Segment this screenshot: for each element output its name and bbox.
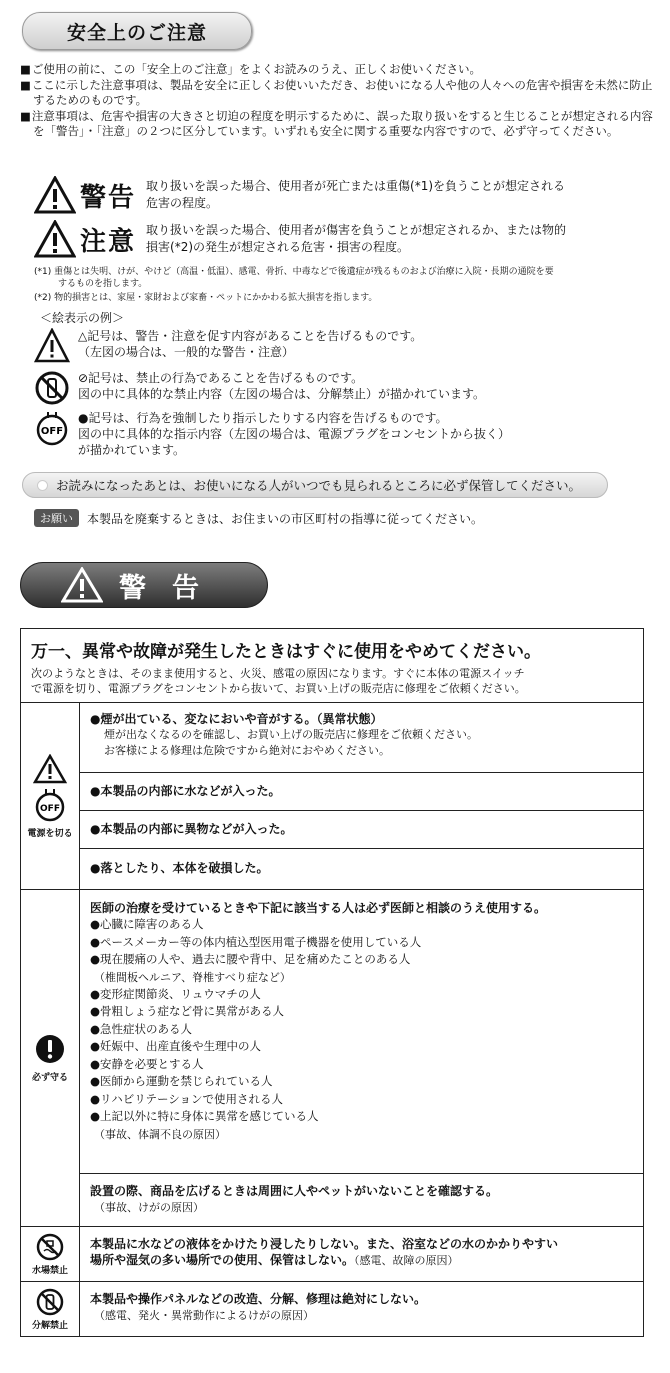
example-mandatory-line2: 図の中に具体的な指示内容（左図の場合は、電源プラグをコンセントから抜く） — [78, 427, 511, 441]
intro-item: ■ 注意事項は、危害や損害の大きさと切迫の程度を明示するために、誤った取り扱いをすると生じることが想定される内容を「警告」・「注意」の２つに区分しています。いずれも安全に関する重要な内容ですので、必ず守ってください。 — [20, 109, 660, 140]
list-item: ● ペースメーカー等の体内植込型医用電子機器を使用している人 — [90, 934, 633, 952]
request-text: 本製品を廃棄するときは、お住まいの市区町村の指導に従ってください。 — [87, 511, 484, 526]
setup-check-heading: 設置の際、商品を広げるときは周囲に人やペットがいないことを確認する。 — [90, 1184, 499, 1198]
svg-text:OFF: OFF — [40, 803, 60, 814]
abnormal-state-heading: ●煙が出ている、変なにおいや音がする。（異常状態） — [90, 712, 383, 726]
no-water-heading: 場所や湿気の多い場所での使用、保管はしない。 — [90, 1253, 355, 1267]
no-water-group — [21, 1227, 643, 1282]
no-disassembly-icon — [34, 370, 70, 406]
unplug-off-icon — [34, 410, 70, 446]
warning-triangle-icon — [33, 754, 67, 784]
caution-word: 注意 — [80, 226, 137, 257]
list-item: ● 心臓に障害のある人 — [90, 916, 633, 934]
warning-section-header — [20, 562, 268, 608]
list-item: ● 安静を必要とする人 — [90, 1056, 633, 1074]
warning-word: 警告 — [80, 182, 137, 213]
doctor-consult-heading: 医師の治療を受けているときや下記に該当する人は必ず医師と相談のうえ使用する。 — [90, 901, 547, 915]
no-disassembly-icon — [36, 1288, 64, 1316]
request-note — [34, 509, 483, 527]
warning-table — [20, 628, 644, 1337]
unplug-off-icon — [34, 788, 66, 822]
example-mandatory — [34, 410, 510, 458]
list-item: ● 医師から運動を禁じられている人 — [90, 1073, 633, 1091]
no-water-cell — [80, 1227, 643, 1281]
caution-triangle-icon — [34, 220, 76, 258]
caution-level — [34, 220, 566, 258]
examples-title: ＜絵表示の例＞ — [40, 311, 125, 325]
request-badge: お願い — [34, 509, 79, 527]
must-follow-label: 必ず守る — [31, 1072, 68, 1083]
no-water-heading: 本製品に水などの液体をかけたり浸したりしない。また、浴室などの水のかかりやすい — [90, 1237, 559, 1251]
must-follow-group — [21, 890, 643, 1227]
list-item: ● 骨粗しょう症など骨に異常がある人 — [90, 1003, 633, 1021]
no-disassembly-group — [21, 1282, 643, 1336]
water-inside-cell — [80, 773, 643, 811]
setup-check-cell — [80, 1174, 643, 1226]
list-item-continuation: （椎間板ヘルニア、脊椎すべり症など） — [94, 970, 291, 984]
example-prohibit-line2: 図の中に具体的な禁止内容（左図の場合は、分解禁止）が描かれています。 — [78, 387, 486, 401]
power-off-side — [21, 703, 80, 889]
warning-triangle-icon — [34, 176, 76, 214]
setup-check-reason: （事故、けがの原因） — [94, 1201, 204, 1214]
example-warning-line1: △記号は、警告・注意を促す内容があることを告げるものです。 — [78, 329, 423, 343]
water-inside-text: ●本製品の内部に水などが入った。 — [90, 784, 281, 798]
keep-manual-text: お読みになったあとは、お使いになる人がいつでも見られるところに必ず保管してください。 — [56, 478, 582, 493]
no-disassembly-side — [21, 1282, 80, 1336]
intro-item: ■ ここに示した注意事項は、製品を安全に正しくお使いいただき、お使いになる人や他の人々への危害や損害を未然に防止するためのものです。 — [20, 78, 660, 109]
example-mandatory-line3: が描かれています。 — [78, 443, 186, 457]
footnote-2: (*2) 物的損害とは、家屋・家財および家畜・ペットにかかわる拡大損害を指します。 — [34, 293, 378, 303]
no-water-icon — [36, 1233, 64, 1261]
intro-item: ■ ご使用の前に、この「安全上のご注意」をよくお読みのうえ、正しくお使いください。 — [20, 62, 660, 78]
example-mandatory-line1: ●記号は、行為を強制したり指示したりする内容を告げるものです。 — [78, 411, 448, 425]
foreign-object-text: ●本製品の内部に異物などが入った。 — [90, 822, 293, 836]
no-water-label: 水場禁止 — [31, 1265, 68, 1276]
warning-triangle-icon — [34, 328, 70, 364]
no-water-side — [21, 1227, 80, 1281]
no-disassembly-reason: （感電、発火・異常動作によるけがの原因） — [94, 1309, 314, 1322]
example-warning — [34, 328, 422, 364]
footnote-1: (*1) 重傷とは失明、けが、やけど（高温・低温）、感電、骨折、中毒などで後遺症が残るものおよび治療に入院・長期の通院を要するものを指します。 — [34, 267, 554, 289]
doctor-consult-cell — [80, 890, 643, 1174]
intro-text — [20, 62, 660, 140]
table-subtext-line: で電源を切り、電源プラグをコンセントから抜いて、お買い上げの販売店に修理をご依頼ください。 — [31, 682, 526, 695]
list-item: ● 急性症状のある人 — [90, 1021, 633, 1039]
keep-manual-banner — [22, 472, 608, 498]
list-item: ● 妊娠中、出産直後や生理中の人 — [90, 1038, 633, 1056]
table-subtext-line: 次のようなときは、そのまま使用すると、火災、感電の原因になります。すぐに本体の電源スイッチ — [31, 667, 525, 680]
no-disassembly-heading: 本製品や操作パネルなどの改造、分解、修理は絶対にしない。 — [90, 1292, 427, 1306]
section-title: 安全上のご注意 — [22, 12, 252, 50]
no-disassembly-cell — [80, 1282, 643, 1336]
mandatory-exclamation-icon — [35, 1034, 65, 1064]
example-prohibit-line1: ⊘記号は、禁止の行為であることを告げるものです。 — [78, 371, 364, 385]
svg-text:OFF: OFF — [40, 426, 64, 437]
damaged-cell — [80, 849, 643, 889]
list-item: ● リハビリテーションで使用される人 — [90, 1091, 633, 1109]
warning-triangle-icon — [61, 567, 103, 603]
example-prohibit — [34, 370, 485, 406]
warning-section-title: 警告 — [119, 572, 225, 604]
warning-desc: 取り扱いを誤った場合、使用者が死亡または重傷(*1)を負うことが想定される危害の程度。 — [146, 179, 566, 210]
doctor-consult-reason: （事故、体調不良の原因） — [94, 1127, 226, 1141]
list-item: ● 変形症関節炎、リュウマチの人 — [90, 986, 633, 1004]
abnormal-state-cell — [80, 703, 643, 773]
table-heading: 万一、異常や故障が発生したときはすぐに使用をやめてください。 — [31, 642, 541, 662]
abnormal-state-detail: お客様による修理は危険ですから絶対におやめください。 — [104, 744, 390, 757]
bullet-icon — [37, 480, 48, 491]
table-subtext — [31, 666, 633, 696]
must-follow-side — [21, 890, 80, 1226]
caution-desc: 取り扱いを誤った場合、使用者が傷害を負うことが想定されるか、または物的損害(*2)の発生が想定される危害・損害の程度。 — [146, 223, 567, 254]
power-off-label: 電源を切る — [27, 828, 73, 839]
example-warning-line2: （左図の場合は、一般的な警告・注意） — [78, 345, 295, 359]
abnormal-state-detail: 煙が出なくなるのを確認し、お買い上げの販売店に修理をご依頼ください。 — [104, 728, 478, 741]
list-item: ● 現在腰痛の人や、過去に腰や背中、足を痛めたことのある人 — [90, 951, 633, 969]
damaged-text: ●落としたり、本体を破損した。 — [90, 861, 269, 875]
power-off-group — [21, 703, 643, 890]
no-disassembly-label: 分解禁止 — [31, 1320, 68, 1331]
foreign-object-cell — [80, 811, 643, 849]
list-item: ● 上記以外に特に身体に異常を感じている人 — [90, 1108, 633, 1126]
table-header — [21, 629, 643, 703]
no-water-reason: （感電、故障の原因） — [354, 1254, 459, 1267]
warning-level — [34, 176, 566, 214]
